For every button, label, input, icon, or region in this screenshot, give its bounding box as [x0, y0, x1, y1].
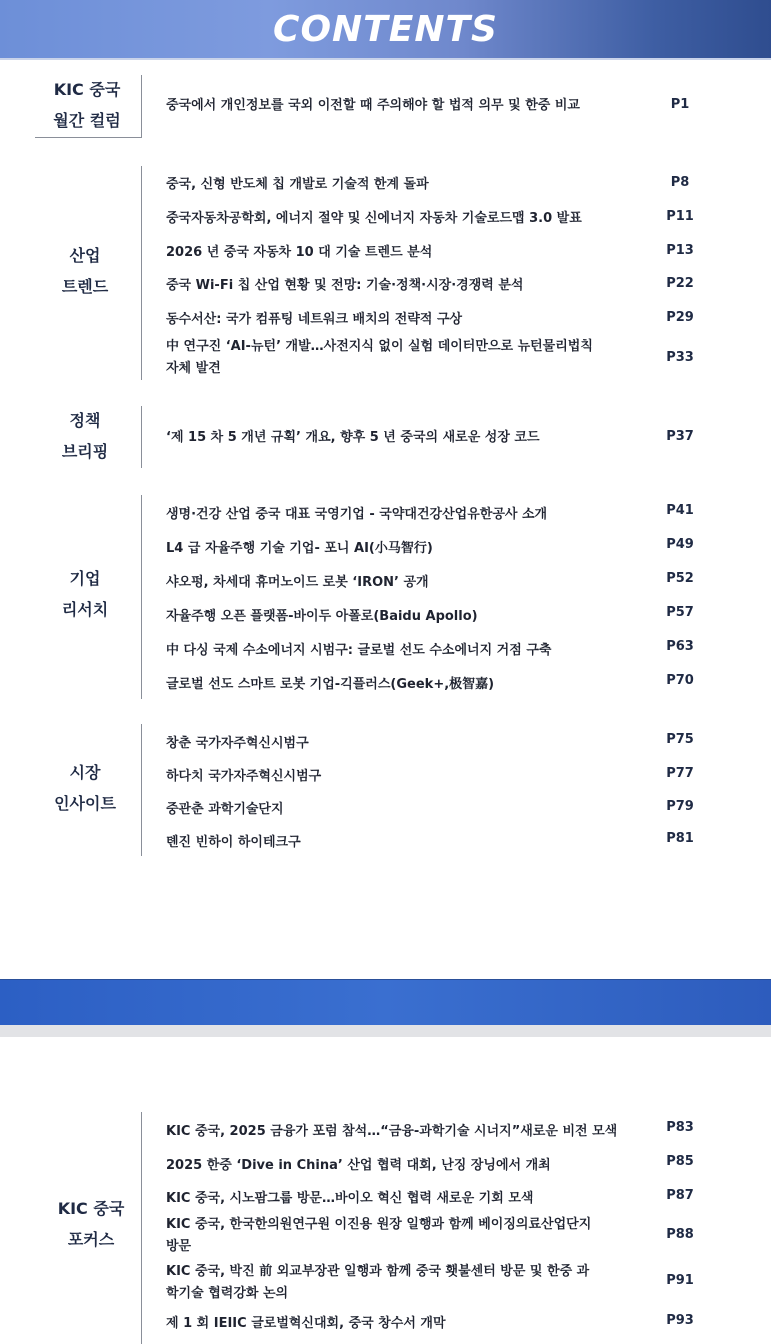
toc-item[interactable]: 2025 한중 ‘Dive in China’ 산업 협력 대회, 난징 장닝에서 개최	[166, 1158, 551, 1173]
toc-page[interactable]: P49	[666, 537, 694, 552]
header-divider	[0, 58, 771, 60]
toc-page[interactable]: P79	[666, 799, 694, 814]
toc-item[interactable]	[166, 1261, 636, 1305]
section-label-company-research	[30, 563, 140, 625]
toc-item-line: KIC 중국, 박진 前 외교부장관 일행과 함께 중국 횃불센터 방문 및 한중 과	[166, 1264, 590, 1279]
toc-page[interactable]: P8	[670, 175, 690, 190]
toc-page[interactable]: P33	[666, 350, 694, 365]
toc-item[interactable]: 중국에서 개인정보를 국외 이전할 때 주의해야 할 법적 의무 및 한중 비교	[166, 98, 580, 113]
toc-page[interactable]: P57	[666, 605, 694, 620]
section-label-policy-briefing	[30, 405, 140, 467]
toc-page[interactable]: P22	[666, 276, 694, 291]
section-label-market-insight	[30, 757, 140, 819]
section-divider	[141, 495, 142, 699]
toc-item[interactable]: 글로벌 선도 스마트 로봇 기업-긱플러스(Geek+,极智嘉)	[166, 677, 495, 692]
section-underline	[35, 137, 142, 138]
section-label-kic-focus	[36, 1193, 146, 1255]
contents-header	[0, 0, 771, 58]
toc-item[interactable]: KIC 중국, 시노팜그룹 방문…바이오 혁신 협력 새로운 기회 모색	[166, 1191, 534, 1206]
toc-page[interactable]: P81	[666, 831, 694, 846]
toc-page[interactable]: P87	[666, 1188, 694, 1203]
page-break-shadow	[0, 1025, 771, 1037]
section-divider	[141, 724, 142, 856]
section-label-line2: 인사이트	[54, 794, 116, 813]
toc-item[interactable]: 중국, 신형 반도체 칩 개발로 기술적 한계 돌파	[166, 177, 429, 192]
toc-page[interactable]: P1	[670, 97, 690, 112]
section-label-line2: 브리핑	[61, 442, 109, 461]
section-label-line2: 리서치	[61, 600, 109, 619]
toc-item-line: 학기술 협력강화 논의	[166, 1286, 289, 1301]
toc-page[interactable]: P13	[666, 243, 694, 258]
toc-page[interactable]: P77	[666, 766, 694, 781]
toc-item-line: 中 연구진 ‘AI-뉴턴’ 개발…사전지식 없이 실험 데이터만으로 뉴턴물리법칙	[166, 339, 593, 354]
toc-item[interactable]: 동수서산: 국가 컴퓨팅 네트워크 배치의 전략적 구상	[166, 312, 463, 327]
section-label-line2: 월간 컬럼	[53, 111, 121, 130]
toc-page[interactable]: P37	[666, 429, 694, 444]
toc-page[interactable]: P11	[666, 209, 694, 224]
contents-title: CONTENTS	[273, 9, 498, 50]
toc-page[interactable]: P75	[666, 732, 694, 747]
section-divider	[141, 75, 142, 137]
toc-item[interactable]: 중국자동차공학회, 에너지 절약 및 신에너지 자동차 기술로드맵 3.0 발표	[166, 211, 582, 226]
toc-page[interactable]: P29	[666, 310, 694, 325]
toc-item-line: KIC 중국, 한국한의원연구원 이진용 원장 일행과 함께 베이징의료산업단지	[166, 1217, 592, 1232]
toc-item[interactable]: 창춘 국가자주혁신시범구	[166, 736, 309, 751]
toc-item[interactable]: 제 1 회 IEIIC 글로벌혁신대회, 중국 창수서 개막	[166, 1316, 446, 1331]
toc-item[interactable]: KIC 중국, 2025 금융가 포럼 참석…“금융-과학기술 시너지”새로운 비전 모색	[166, 1124, 618, 1139]
toc-page[interactable]: P91	[666, 1273, 694, 1288]
toc-page[interactable]: P70	[666, 673, 694, 688]
section-divider	[141, 166, 142, 380]
toc-page[interactable]: P85	[666, 1154, 694, 1169]
toc-page[interactable]: P93	[666, 1313, 694, 1328]
section-divider	[141, 1112, 142, 1344]
section-label-line1: KIC 중국	[57, 1199, 125, 1218]
toc-item[interactable]: L4 급 자율주행 기술 기업- 포니 AI(小马智行)	[166, 541, 433, 556]
toc-page[interactable]: P41	[666, 503, 694, 518]
toc-item[interactable]: 2026 년 중국 자동차 10 대 기술 트렌드 분석	[166, 245, 433, 260]
section-label-line2: 트렌드	[61, 277, 109, 296]
toc-item[interactable]: 중관춘 과학기술단지	[166, 802, 284, 817]
toc-page[interactable]: P63	[666, 639, 694, 654]
section-label-line2: 포커스	[67, 1230, 115, 1249]
toc-item[interactable]: ‘제 15 차 5 개년 규획’ 개요, 향후 5 년 중국의 새로운 성장 코드	[166, 430, 540, 445]
toc-item[interactable]: 톈진 빈하이 하이테크구	[166, 835, 301, 850]
toc-page[interactable]: P83	[666, 1120, 694, 1135]
toc-item[interactable]: 중국 Wi-Fi 칩 산업 현황 및 전망: 기술·정책·시장·경쟁력 분석	[166, 278, 524, 293]
toc-item[interactable]	[166, 1214, 636, 1258]
section-label-industry-trend	[30, 240, 140, 302]
toc-item[interactable]: 자율주행 오픈 플랫폼-바이두 아폴로(Baidu Apollo)	[166, 609, 478, 624]
toc-item[interactable]: 하다치 국가자주혁신시범구	[166, 769, 322, 784]
toc-item-line: 자체 발견	[166, 361, 221, 376]
page-break-band	[0, 979, 771, 1026]
section-label-monthly-column	[32, 74, 142, 136]
section-label-line1: 기업	[69, 569, 101, 588]
section-label-line1: 시장	[69, 763, 101, 782]
section-label-line1: KIC 중국	[53, 80, 121, 99]
toc-item[interactable]: 샤오펑, 차세대 휴머노이드 로봇 ‘IRON’ 공개	[166, 575, 429, 590]
section-divider	[141, 406, 142, 468]
toc-item[interactable]: 中 다싱 국제 수소에너지 시범구: 글로벌 선도 수소에너지 거점 구축	[166, 643, 552, 658]
section-label-line1: 정책	[69, 411, 101, 430]
toc-item[interactable]	[166, 336, 636, 380]
toc-page[interactable]: P52	[666, 571, 694, 586]
toc-page[interactable]: P88	[666, 1227, 694, 1242]
toc-item-line: 방문	[166, 1239, 192, 1254]
toc-item[interactable]: 생명·건강 산업 중국 대표 국영기업 - 국약대건강산업유한공사 소개	[166, 507, 548, 522]
section-label-line1: 산업	[69, 246, 101, 265]
